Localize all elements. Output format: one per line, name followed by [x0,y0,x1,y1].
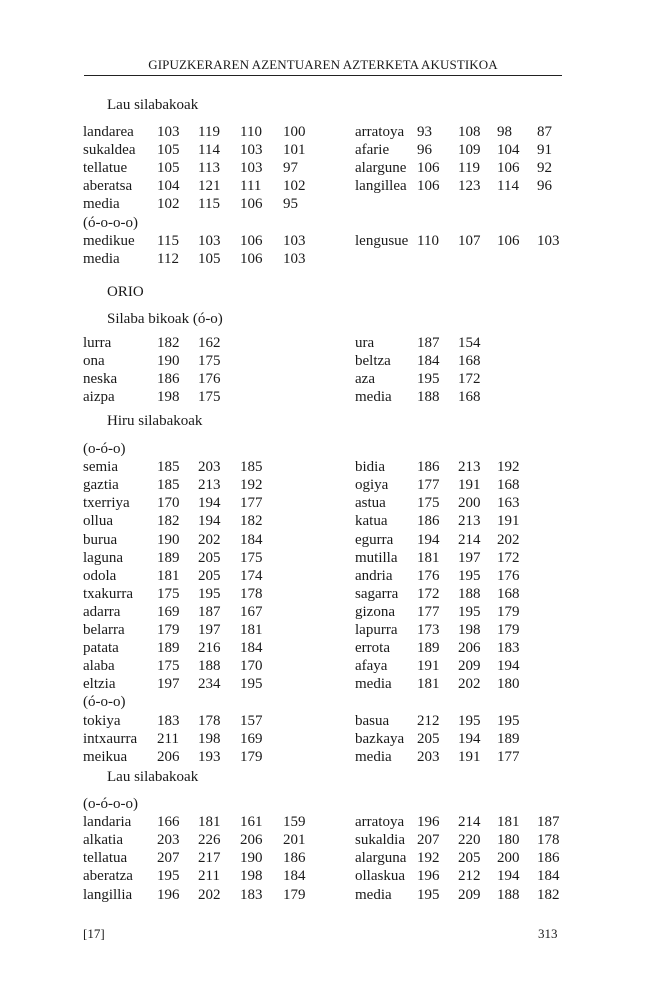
value-cell: 213 [458,513,481,530]
value-cell: 234 [198,676,221,693]
word-cell: ollua [83,513,113,530]
value-cell: 106 [417,178,440,195]
value-cell: 186 [417,459,440,476]
value-cell: 111 [240,178,262,195]
value-cell: 92 [537,160,552,177]
value-cell: 203 [157,832,180,849]
value-cell: 211 [198,868,220,885]
value-cell: 192 [417,850,440,867]
value-cell: 197 [157,676,180,693]
value-cell: 179 [497,622,520,638]
value-cell: 211 [157,730,179,747]
value-cell: 191 [417,658,440,675]
word-cell: mutilla [355,549,398,566]
footer-page-number: 313 [538,926,558,941]
value-cell: 103 [283,232,306,249]
word-cell: ollaskua [355,868,405,885]
value-cell: 169 [240,730,263,747]
word-cell: patata [83,640,119,657]
value-cell: 97 [283,160,298,177]
word-cell: alkatia [83,832,123,849]
word-cell: semia [83,459,118,476]
value-cell: 93 [417,124,432,140]
value-cell: 196 [157,886,180,903]
word-cell: alargune [355,160,407,177]
value-cell: 87 [537,124,552,140]
section-title-silaba-bikoak: Silaba bikoak (ó-o) [107,311,223,327]
value-cell: 184 [537,868,560,885]
word-cell: aza [355,371,375,388]
value-cell: 195 [417,886,440,903]
value-cell: 202 [497,531,520,548]
value-cell: 91 [537,142,552,159]
value-cell: 190 [157,353,180,370]
word-cell: basua [355,712,390,729]
value-cell: 168 [497,477,520,494]
value-cell: 198 [240,868,263,885]
value-cell: 107 [458,232,481,249]
value-cell: 106 [240,196,263,213]
word-cell: eltzia [83,676,116,693]
word-cell: lurra [83,335,112,351]
value-cell: 183 [157,712,180,729]
value-cell: 110 [417,232,439,249]
value-cell: 206 [240,832,263,849]
word-cell: aberatza [83,868,133,885]
value-cell: 198 [157,389,180,406]
value-cell: 195 [417,371,440,388]
value-cell: 161 [240,814,263,831]
value-cell: 192 [240,477,263,494]
word-cell: katua [355,513,388,530]
word-cell: gizona [355,603,395,620]
section-title-lau-silabakoak-1: Lau silabakoak [107,97,199,113]
value-cell: 104 [157,178,180,195]
value-cell: 190 [157,531,180,548]
word-cell: meikua [83,748,128,765]
value-cell: 213 [198,477,221,494]
value-cell: 179 [240,748,263,765]
word-cell: aizpa [83,389,115,406]
value-cell: 212 [458,868,481,885]
value-cell: 189 [157,640,180,657]
value-cell: 180 [497,832,520,849]
word-cell: tokiya [83,712,121,729]
value-cell: 104 [497,142,520,159]
word-cell: bazkaya [355,730,405,747]
word-cell: laguna [83,549,123,566]
value-cell: 205 [198,549,221,566]
value-cell: 96 [537,178,552,195]
value-cell: 103 [537,232,560,249]
value-cell: 172 [497,549,520,566]
header-rule [84,75,562,76]
word-cell: neska [83,371,118,388]
word-cell: andria [355,567,393,584]
value-cell: 200 [497,850,520,867]
value-cell: 114 [497,178,519,195]
word-cell: arratoya [355,124,405,140]
word-cell: beltza [355,353,391,370]
value-cell: 177 [417,477,440,494]
value-cell: 170 [240,658,263,675]
value-cell: 181 [417,549,440,566]
value-cell: 202 [198,886,221,903]
value-cell: 186 [283,850,306,867]
word-cell: medikue [83,232,135,249]
value-cell: 109 [458,142,481,159]
value-cell: 175 [198,353,221,370]
value-cell: 194 [198,513,221,530]
word-cell: belarra [83,622,125,638]
value-cell: 187 [417,335,440,351]
word-cell: egurra [355,531,394,548]
word-cell: ura [355,335,375,351]
value-cell: 197 [198,622,221,638]
value-cell: 194 [198,495,221,512]
value-cell: 106 [497,232,520,249]
value-cell: 159 [283,814,306,831]
value-cell: 186 [157,371,180,388]
value-cell: 194 [417,531,440,548]
section-title-hiru-silabakoak: Hiru silabakoak [107,413,203,429]
value-cell: 191 [458,748,481,765]
value-cell: 108 [458,124,481,140]
value-cell: 103 [198,232,221,249]
value-cell: 110 [240,124,262,140]
word-cell: tellatue [83,160,128,177]
value-cell: 202 [458,676,481,693]
value-cell: 168 [458,353,481,370]
word-cell: sagarra [355,585,399,602]
value-cell: 184 [283,868,306,885]
value-cell: 180 [497,676,520,693]
value-cell: 188 [497,886,520,903]
value-cell: 115 [157,232,179,249]
word-cell: intxaurra [83,730,138,747]
value-cell: 185 [157,459,180,476]
word-cell: afarie [355,142,390,159]
value-cell: 220 [458,832,481,849]
value-cell: 173 [417,622,440,638]
word-cell: ona [83,353,105,370]
value-cell: 106 [240,232,263,249]
word-cell: (o-ó-o-o) [83,796,138,812]
value-cell: 176 [417,567,440,584]
value-cell: 105 [157,142,180,159]
value-cell: 178 [537,832,560,849]
value-cell: 102 [157,196,180,213]
value-cell: 181 [417,676,440,693]
value-cell: 119 [458,160,480,177]
value-cell: 184 [417,353,440,370]
value-cell: 194 [458,730,481,747]
value-cell: 95 [283,196,298,213]
word-cell: gaztia [83,477,119,494]
value-cell: 189 [417,640,440,657]
value-cell: 196 [417,868,440,885]
word-cell: media [355,748,392,765]
value-cell: 201 [283,832,306,849]
value-cell: 177 [240,495,263,512]
section-title-lau-silabakoak-2: Lau silabakoak [107,769,199,785]
word-cell: lengusue [355,232,409,249]
value-cell: 209 [458,658,481,675]
word-cell: media [355,676,392,693]
value-cell: 194 [497,658,520,675]
word-cell: landaria [83,814,132,831]
value-cell: 209 [458,886,481,903]
section-heading-orio: ORIO [107,284,144,300]
value-cell: 195 [198,585,221,602]
value-cell: 114 [198,142,220,159]
value-cell: 113 [198,160,220,177]
value-cell: 214 [458,814,481,831]
word-cell: txerriya [83,495,130,512]
word-cell: ogiya [355,477,389,494]
value-cell: 168 [458,389,481,406]
value-cell: 203 [198,459,221,476]
value-cell: 101 [283,142,306,159]
value-cell: 105 [198,250,221,267]
value-cell: 188 [198,658,221,675]
value-cell: 175 [240,549,263,566]
word-cell: media [83,250,120,267]
word-cell: (ó-o-o) [83,694,126,711]
value-cell: 112 [157,250,179,267]
value-cell: 186 [417,513,440,530]
value-cell: 185 [240,459,263,476]
value-cell: 106 [497,160,520,177]
value-cell: 196 [417,814,440,831]
word-cell: afaya [355,658,388,675]
value-cell: 123 [458,178,481,195]
value-cell: 169 [157,603,180,620]
value-cell: 103 [240,142,263,159]
value-cell: 176 [497,567,520,584]
value-cell: 103 [157,124,180,140]
value-cell: 191 [497,513,520,530]
value-cell: 166 [157,814,180,831]
value-cell: 181 [240,622,263,638]
word-cell: astua [355,495,386,512]
value-cell: 182 [537,886,560,903]
value-cell: 188 [458,585,481,602]
word-cell: sukaldea [83,142,136,159]
value-cell: 205 [417,730,440,747]
value-cell: 103 [283,250,306,267]
value-cell: 181 [497,814,520,831]
value-cell: 191 [458,477,481,494]
word-cell: langillea [355,178,407,195]
word-cell: media [355,389,392,406]
value-cell: 200 [458,495,481,512]
value-cell: 183 [497,640,520,657]
value-cell: 184 [240,640,263,657]
value-cell: 205 [458,850,481,867]
value-cell: 105 [157,160,180,177]
value-cell: 185 [157,477,180,494]
word-cell: lapurra [355,622,398,638]
value-cell: 195 [497,712,520,729]
word-cell: langillia [83,886,133,903]
value-cell: 121 [198,178,221,195]
value-cell: 195 [458,712,481,729]
word-cell: adarra [83,603,121,620]
value-cell: 176 [198,371,221,388]
value-cell: 172 [458,371,481,388]
value-cell: 175 [198,389,221,406]
value-cell: 194 [497,868,520,885]
value-cell: 198 [458,622,481,638]
value-cell: 167 [240,603,263,620]
value-cell: 183 [240,886,263,903]
value-cell: 119 [198,124,220,140]
word-cell: bidia [355,459,385,476]
value-cell: 192 [497,459,520,476]
word-cell: (o-ó-o) [83,441,126,457]
value-cell: 207 [157,850,180,867]
word-cell: odola [83,567,117,584]
value-cell: 106 [240,250,263,267]
value-cell: 175 [157,658,180,675]
value-cell: 175 [417,495,440,512]
value-cell: 157 [240,712,263,729]
word-cell: errota [355,640,390,657]
value-cell: 216 [198,640,221,657]
value-cell: 100 [283,124,306,140]
word-cell: alarguna [355,850,407,867]
word-cell: sukaldia [355,832,405,849]
value-cell: 197 [458,549,481,566]
value-cell: 187 [537,814,560,831]
value-cell: 205 [198,567,221,584]
word-cell: media [83,196,120,213]
word-cell: landarea [83,124,134,140]
value-cell: 198 [198,730,221,747]
value-cell: 193 [198,748,221,765]
value-cell: 103 [240,160,263,177]
running-header: GIPUZKERAREN AZENTUAREN AZTERKETA AKUSTIKOA [148,57,498,72]
value-cell: 195 [240,676,263,693]
word-cell: media [355,886,392,903]
value-cell: 206 [458,640,481,657]
value-cell: 168 [497,585,520,602]
value-cell: 181 [198,814,221,831]
word-cell: (ó-o-o-o) [83,214,138,231]
value-cell: 195 [157,868,180,885]
value-cell: 182 [157,513,180,530]
value-cell: 203 [417,748,440,765]
value-cell: 115 [198,196,220,213]
value-cell: 181 [157,567,180,584]
value-cell: 189 [157,549,180,566]
value-cell: 213 [458,459,481,476]
word-cell: aberatsa [83,178,133,195]
value-cell: 226 [198,832,221,849]
value-cell: 212 [417,712,440,729]
value-cell: 106 [417,160,440,177]
value-cell: 182 [157,335,180,351]
value-cell: 184 [240,531,263,548]
word-cell: tellatua [83,850,128,867]
value-cell: 186 [537,850,560,867]
value-cell: 217 [198,850,221,867]
footer-section-number: [17] [83,926,105,941]
value-cell: 98 [497,124,512,140]
word-cell: alaba [83,658,115,675]
value-cell: 96 [417,142,432,159]
value-cell: 175 [157,585,180,602]
value-cell: 190 [240,850,263,867]
value-cell: 154 [458,335,481,351]
value-cell: 182 [240,513,263,530]
value-cell: 195 [458,567,481,584]
value-cell: 174 [240,567,263,584]
value-cell: 179 [157,622,180,638]
value-cell: 162 [198,335,221,351]
value-cell: 177 [497,748,520,765]
word-cell: burua [83,531,118,548]
value-cell: 163 [497,495,520,512]
value-cell: 195 [458,603,481,620]
value-cell: 179 [497,603,520,620]
value-cell: 189 [497,730,520,747]
value-cell: 214 [458,531,481,548]
value-cell: 178 [198,712,221,729]
value-cell: 206 [157,748,180,765]
value-cell: 188 [417,389,440,406]
value-cell: 187 [198,603,221,620]
value-cell: 102 [283,178,306,195]
value-cell: 170 [157,495,180,512]
value-cell: 207 [417,832,440,849]
value-cell: 172 [417,585,440,602]
value-cell: 202 [198,531,221,548]
value-cell: 178 [240,585,263,602]
word-cell: txakurra [83,585,133,602]
value-cell: 179 [283,886,306,903]
value-cell: 177 [417,603,440,620]
word-cell: arratoya [355,814,405,831]
